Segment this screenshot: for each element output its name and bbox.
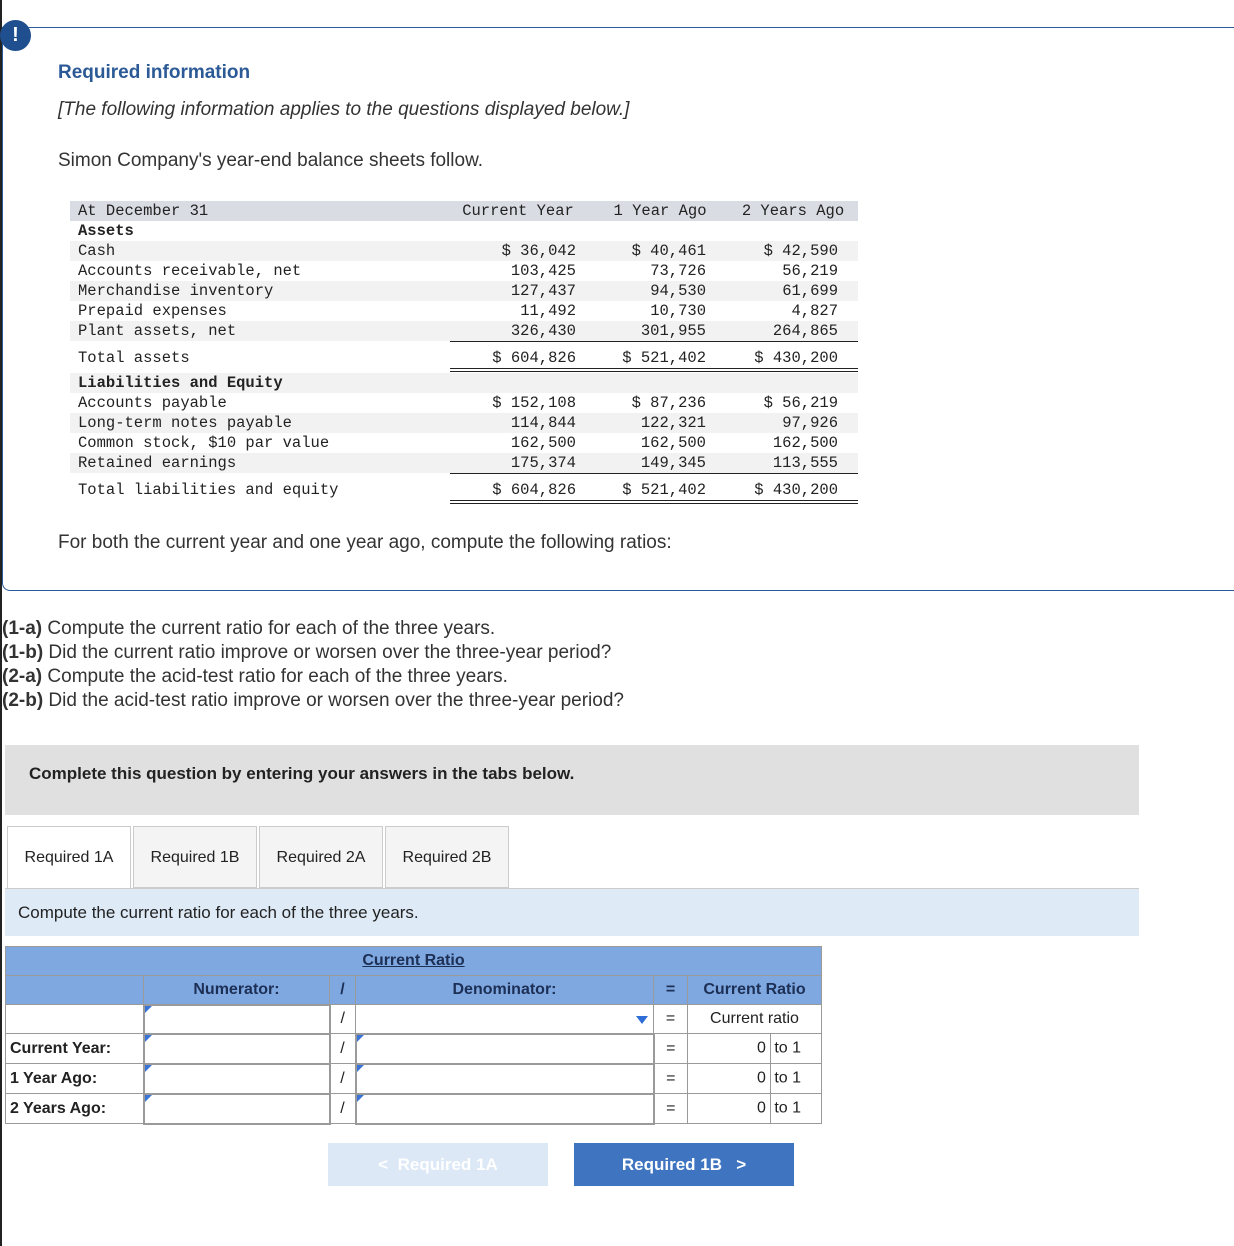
- input-flag-icon: [145, 1065, 152, 1072]
- table-row: [6, 1005, 822, 1034]
- assets-heading: Assets: [78, 222, 134, 240]
- row-label: Cash: [78, 242, 116, 260]
- ratio-suffix: to 1: [774, 1099, 801, 1117]
- total-liabilities-row: [70, 480, 858, 500]
- ratios-instruction: For both the current year and one year ago, compute the following ratios:: [58, 532, 672, 553]
- tab-required-2b[interactable]: Required 2B: [385, 826, 509, 888]
- ratio-value: 0: [756, 1099, 766, 1117]
- numerator-input[interactable]: [144, 1034, 330, 1064]
- cell-value: 61,699: [782, 282, 838, 300]
- balance-sheet-header: [70, 201, 858, 221]
- table-row: [70, 241, 858, 261]
- cell-value: 162,500: [640, 434, 706, 452]
- row-label: 1 Year Ago:: [6, 1064, 144, 1094]
- row-label: Common stock, $10 par value: [78, 434, 330, 452]
- header-1-year-ago: 1 Year Ago: [613, 202, 707, 220]
- numerator-dropdown[interactable]: [144, 1005, 330, 1034]
- cell-value: $ 87,236: [631, 394, 706, 412]
- chevron-right-icon: >: [736, 1155, 747, 1174]
- question-text: Did the current ratio improve or worsen over the three-year period?: [43, 642, 612, 663]
- blank-header: [6, 976, 144, 1005]
- denominator-input[interactable]: [356, 1064, 654, 1094]
- tab-required-2a[interactable]: Required 2A: [259, 826, 383, 888]
- required-info-subtitle: [The following information applies to the questions displayed below.]: [58, 99, 630, 120]
- table-header-row: [6, 976, 822, 1005]
- question-text: Did the acid-test ratio improve or worsen over the three-year period?: [43, 690, 624, 711]
- table-title-row: [6, 947, 822, 976]
- equals-header: =: [654, 976, 688, 1005]
- table-row: [70, 433, 858, 453]
- cell-value: 73,726: [650, 262, 706, 280]
- input-flag-icon: [145, 1035, 152, 1042]
- slash: /: [330, 1005, 356, 1034]
- cell-value: $ 36,042: [501, 242, 576, 260]
- cell-value: $ 521,402: [622, 481, 706, 499]
- row-label: Prepaid expenses: [78, 302, 227, 320]
- cell-value: 114,844: [510, 414, 576, 432]
- table-row: [70, 453, 858, 473]
- input-flag-icon: [145, 1006, 152, 1013]
- chevron-down-icon: [636, 1016, 648, 1024]
- prev-button-label: Required 1A: [397, 1155, 498, 1174]
- cell-value: 56,219: [782, 262, 838, 280]
- ratio-suffix: to 1: [774, 1069, 801, 1087]
- cell-value: 4,827: [791, 302, 838, 320]
- table-row: [70, 373, 858, 393]
- slash: /: [330, 1034, 356, 1064]
- cell-value: 113,555: [772, 454, 838, 472]
- ratio-result: [688, 1034, 822, 1064]
- subtotal-line: [450, 473, 858, 474]
- tab-instruction-bar: [5, 889, 1139, 936]
- question-tag: (2-b): [2, 690, 44, 711]
- equals: =: [654, 1005, 688, 1034]
- table-row: [70, 261, 858, 281]
- next-button-label: Required 1B: [621, 1155, 723, 1174]
- question-2b: [2, 689, 624, 713]
- table-row: [6, 1094, 822, 1124]
- table-row: [70, 393, 858, 413]
- numerator-input[interactable]: [144, 1064, 330, 1094]
- table-row: [70, 281, 858, 301]
- cell-value: 11,492: [520, 302, 576, 320]
- row-label: 2 Years Ago:: [6, 1094, 144, 1124]
- tab-required-1b[interactable]: Required 1B: [133, 826, 257, 888]
- header-2-years-ago: 2 Years Ago: [741, 202, 845, 220]
- liabilities-heading: Liabilities and Equity: [78, 374, 283, 392]
- header-label: At December 31: [78, 202, 209, 220]
- denominator-dropdown[interactable]: [356, 1005, 654, 1034]
- ratio-value: 0: [756, 1069, 766, 1087]
- cell-value: $ 430,200: [754, 349, 838, 367]
- denominator-input[interactable]: [356, 1034, 654, 1064]
- input-flag-icon: [357, 1095, 364, 1102]
- cell-value: $ 604,826: [492, 349, 576, 367]
- question-list: [2, 617, 624, 713]
- question-text: Compute the acid-test ratio for each of the three years.: [42, 666, 508, 687]
- table-row: [6, 1064, 822, 1094]
- cell-value: $ 42,590: [763, 242, 838, 260]
- cell-value: 97,926: [782, 414, 838, 432]
- equals: =: [654, 1034, 688, 1064]
- ratio-value: 0: [756, 1039, 766, 1057]
- required-info-title: Required information: [58, 62, 251, 83]
- row-label: Long-term notes payable: [78, 414, 292, 432]
- row-label: Retained earnings: [78, 454, 237, 472]
- complete-text: Complete this question by entering your answers in the tabs below.: [29, 764, 575, 783]
- cell-value: 127,437: [510, 282, 576, 300]
- numerator-input[interactable]: [144, 1094, 330, 1124]
- total-assets-row: [70, 348, 858, 368]
- input-flag-icon: [145, 1095, 152, 1102]
- cell-value: 326,430: [510, 322, 576, 340]
- input-flag-icon: [357, 1065, 364, 1072]
- cell-value: $ 56,219: [763, 394, 838, 412]
- row-label: Accounts receivable, net: [78, 262, 302, 280]
- denominator-input[interactable]: [356, 1094, 654, 1124]
- slash-header: /: [330, 976, 356, 1005]
- tab-instruction: Compute the current ratio for each of the three years.: [18, 903, 419, 922]
- question-2a: [2, 665, 624, 689]
- tab-required-1a[interactable]: Required 1A: [7, 826, 131, 889]
- complete-banner: [5, 745, 1139, 815]
- ratio-result: [688, 1094, 822, 1124]
- cell-value: $ 152,108: [492, 394, 576, 412]
- next-button[interactable]: [574, 1143, 794, 1186]
- prev-button[interactable]: [328, 1143, 548, 1186]
- cell-value: $ 430,200: [754, 481, 838, 499]
- result-header: Current Ratio: [688, 976, 822, 1005]
- row-label: Current Year:: [6, 1034, 144, 1064]
- cell-value: $ 40,461: [631, 242, 706, 260]
- row-label: Merchandise inventory: [78, 282, 274, 300]
- cell-value: 94,530: [650, 282, 706, 300]
- table-row: [70, 413, 858, 433]
- row-label: Total assets: [78, 349, 190, 367]
- question-1b: [2, 641, 624, 665]
- table-row: [70, 321, 858, 341]
- cell-value: 301,955: [640, 322, 706, 340]
- denominator-header: Denominator:: [356, 976, 654, 1005]
- chevron-left-icon: <: [378, 1155, 389, 1174]
- cell-value: 149,345: [640, 454, 706, 472]
- cell-value: 162,500: [510, 434, 576, 452]
- table-row: [70, 301, 858, 321]
- ratio-suffix: to 1: [774, 1039, 801, 1057]
- cell-value: 10,730: [650, 302, 706, 320]
- result-label: Current ratio: [688, 1005, 822, 1034]
- numerator-header: Numerator:: [144, 976, 330, 1005]
- cell-value: 122,321: [640, 414, 706, 432]
- header-current-year: Current Year: [462, 202, 574, 220]
- question-tag: (2-a): [2, 666, 43, 687]
- slash: /: [330, 1094, 356, 1124]
- question-text: Compute the current ratio for each of the three years.: [42, 618, 496, 639]
- question-1a: [2, 617, 624, 641]
- cell-value: $ 604,826: [492, 481, 576, 499]
- ratio-result: [688, 1064, 822, 1094]
- cell-value: $ 521,402: [622, 349, 706, 367]
- cell-value: 162,500: [772, 434, 838, 452]
- equals: =: [654, 1094, 688, 1124]
- ratio-table-title: Current Ratio: [6, 947, 822, 976]
- total-double-line: [450, 368, 858, 372]
- question-tag: (1-a): [2, 618, 43, 639]
- cell-value: 103,425: [510, 262, 576, 280]
- current-ratio-table: [5, 946, 822, 1125]
- table-row: [6, 1034, 822, 1064]
- cell-value: 175,374: [510, 454, 576, 472]
- row-label: Total liabilities and equity: [78, 481, 339, 499]
- equals: =: [654, 1064, 688, 1094]
- cell-value: 264,865: [772, 322, 838, 340]
- row-label: Plant assets, net: [78, 322, 237, 340]
- alert-icon: !: [0, 20, 31, 51]
- total-double-line: [450, 500, 858, 504]
- row-label: [6, 1005, 144, 1034]
- row-label: Accounts payable: [78, 394, 227, 412]
- intro-text: Simon Company's year-end balance sheets follow.: [58, 150, 484, 171]
- question-tag: (1-b): [2, 642, 44, 663]
- input-flag-icon: [357, 1035, 364, 1042]
- slash: /: [330, 1064, 356, 1094]
- subtotal-line: [450, 341, 858, 342]
